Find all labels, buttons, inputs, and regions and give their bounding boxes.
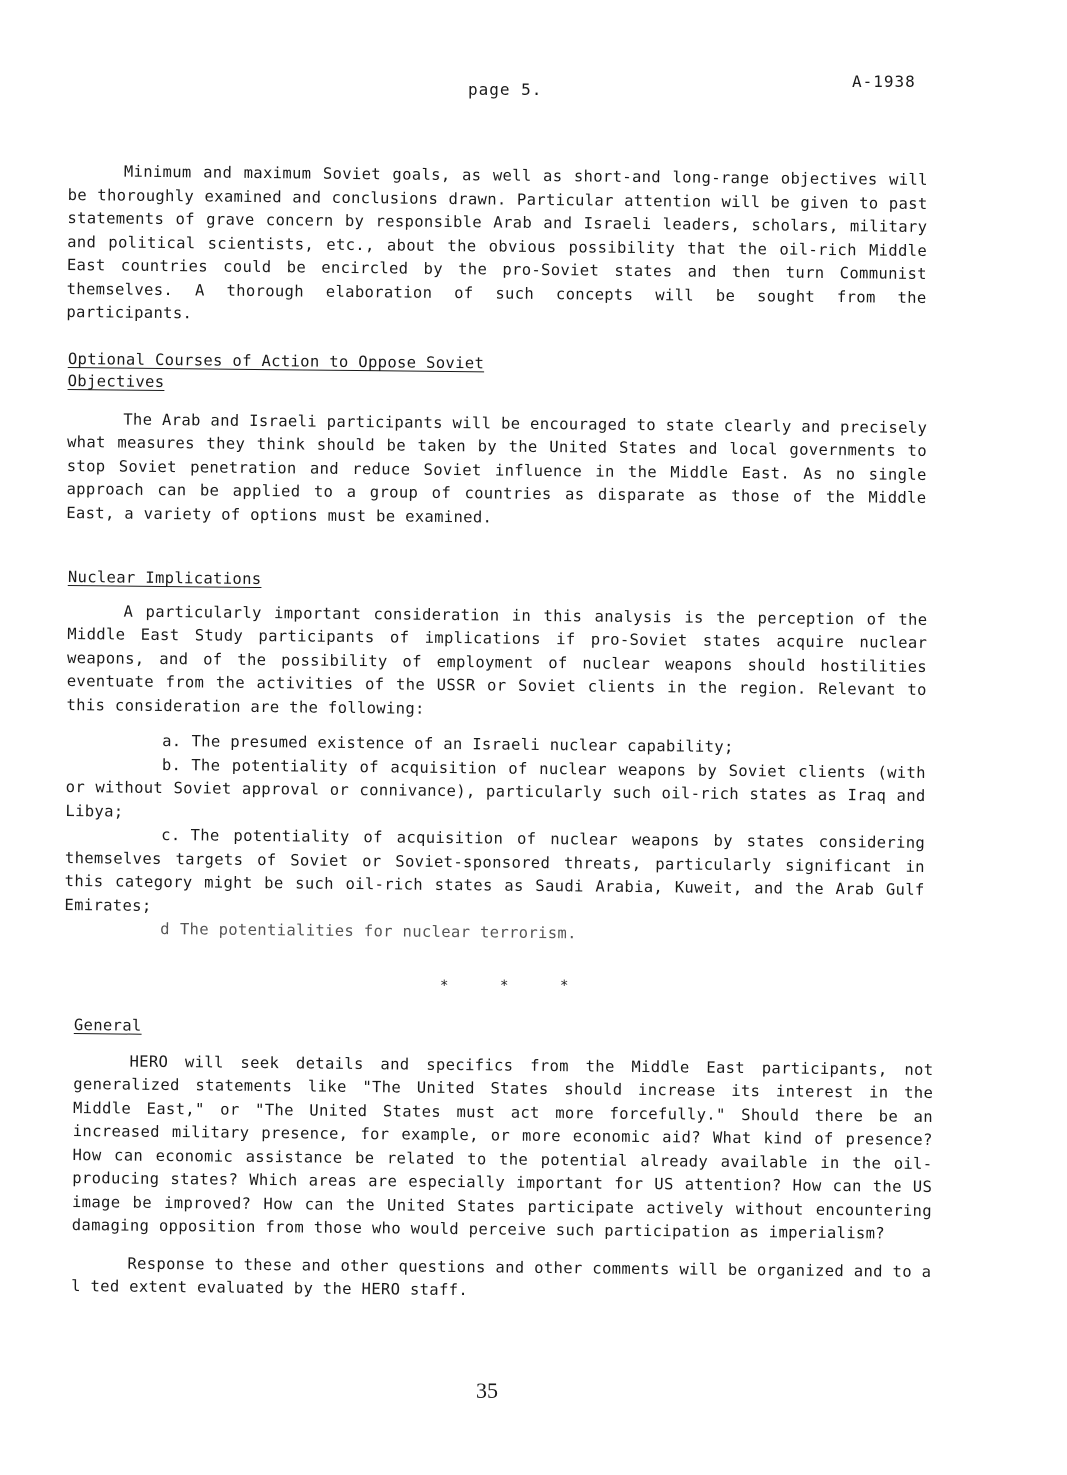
list-text: The presumed existence of an Israeli nuclear capability; — [191, 732, 734, 756]
list-text: The potentialities for nuclear terrorism. — [179, 920, 577, 943]
list-marker: d — [160, 919, 170, 939]
general-paragraph: HERO will seek details and specifics from the Middle East participants, not generalized statements like "The United States should increase its interest in the Middle East," or "The United States must act more forcefully." Should there be an increased military presence, for example, or more economic aid? What kind of presence? How can economic assistance be related to the potential already available in the oil-producing states? Which areas are especially important for US attention? How can the US image be improved? How can the United States participate actively without encountering damaging opposition from those who would perceive such participation as imperialism? — [71, 1052, 934, 1243]
goals-section — [66, 160, 928, 333]
nuclear-section — [64, 566, 928, 949]
separator-star: * — [500, 978, 509, 994]
goals-paragraph: Minimum and maximum Soviet goals, as well as short-and long-range objectives will be thoroughly examined and conclusions drawn. Particular attention will be given to past statements of grave concern by responsible Arab and Israeli leaders, scholars, military and political scientists, etc., about the obvious possibility that the oil-rich Middle East countries could be encircled by the pro-Soviet states and then turn Communist themselves. A thorough elaboration of such concepts will be sought from the participants. — [66, 162, 928, 323]
list-item — [64, 823, 925, 926]
nuclear-heading: Nuclear Implications — [67, 567, 262, 589]
list-marker: a. — [162, 731, 182, 751]
separator-star: * — [440, 978, 449, 994]
separator-star: * — [560, 978, 569, 994]
optional-courses-paragraph: The Arab and Israeli participants will be encouraged to state clearly and precisely what measures they think should be taken by the United States and local governments to stop Soviet penetration and reduce Soviet influence in the Middle East. As no single approach can be applied to a group of countries as disparate as those of the Middle East, a variety of options must be examined. — [66, 410, 928, 526]
list-text: The potentiality of acquisition of nuclear weapons by states considering themselves targets of Soviet or Soviet-sponsored threats, particularly significant in this category might be such oil-rich states as Saudi Arabia, Kuweit, and the Arab Gulf Emirates; — [64, 826, 926, 915]
optional-courses-heading-line1: Optional Courses of Action to Oppose Soviet — [67, 349, 485, 373]
page-number: 35 — [476, 1378, 498, 1403]
general-section — [71, 1014, 934, 1307]
page-label: page 5. — [468, 80, 543, 99]
list-text: The potentiality of acquisition of nuclear weapons by Soviet clients (with or without Soviet approval or connivance), particularly such oil-rich states as Iraq and Libya; — [65, 755, 926, 821]
list-marker: b. — [161, 755, 182, 774]
optional-courses-heading — [68, 348, 548, 397]
response-paragraph: Response to these and other questions and other comments will be organized and to a l ted extent evaluated by the HERO staff. — [71, 1254, 932, 1300]
list-marker: c. — [161, 825, 181, 845]
optional-courses-section — [66, 348, 928, 534]
document-id: A-1938 — [852, 72, 916, 91]
nuclear-paragraph: A particularly important consideration in this analysis is the perception of the Middle East Study participants of implications if pro-Soviet states acquire nuclear weapons, and of the possibility of employment of nuclear weapons should hostilities eventuate from the activities of the USSR or Soviet clients in the region. Relevant to this consideration are the following: — [66, 602, 928, 718]
section-separator — [440, 978, 620, 994]
list-item — [65, 752, 926, 832]
general-heading: General — [73, 1015, 142, 1035]
optional-courses-heading-line2: Objectives — [67, 371, 165, 392]
nuclear-list — [64, 729, 926, 949]
